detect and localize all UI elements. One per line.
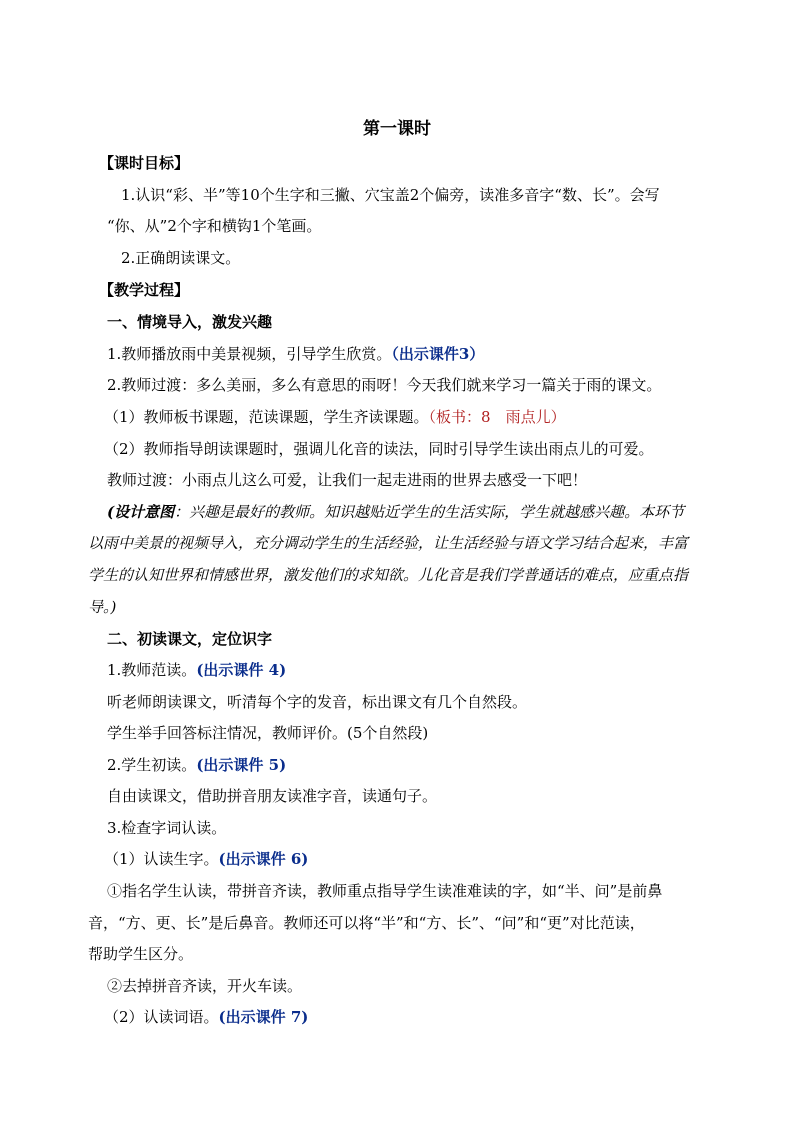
design-intent-line-4: 导。) — [88, 598, 117, 616]
section-2-paragraph-4 — [107, 754, 697, 776]
courseware-reference: (出示课件 4) — [196, 661, 287, 679]
courseware-reference: (出示课件 7) — [218, 1008, 309, 1026]
courseware-reference: (出示课件 5) — [196, 756, 287, 774]
section-1-paragraph-1 — [107, 343, 697, 365]
section-2-paragraph-1 — [107, 659, 697, 681]
goal-item-2: 2.正确朗读课文。 — [121, 249, 241, 267]
section-2-paragraph-8-line-3: 帮助学生区分。 — [88, 945, 194, 963]
section-1-heading: 一、情境导入，激发兴趣 — [107, 313, 273, 331]
section-1-paragraph-5: 教师过渡：小雨点儿这么可爱，让我们一起走进雨的世界去感受一下吧！ — [107, 471, 588, 489]
section-2-paragraph-6: 3.检查字词认读。 — [107, 819, 227, 837]
section-1-paragraph-4: （2）教师指导朗读课题时，强调儿化音的读法，同时引导学生读出雨点儿的可爱。 — [104, 440, 654, 458]
design-intent-line-1 — [107, 501, 697, 523]
paragraph-text: （1）教师板书课题，范读课题，学生齐读课题。 — [104, 408, 429, 426]
process-heading: 【教学过程】 — [99, 281, 190, 299]
section-2-paragraph-3: 学生举手回答标注情况，教师评价。(5个自然段) — [107, 724, 429, 742]
paragraph-text: 1.教师播放雨中美景视频，引导学生欣赏。 — [107, 345, 392, 363]
design-intent-text: ：兴趣是最好的教师。知识越贴近学生的生活实际，学生就越感兴趣。本环节 — [174, 503, 685, 521]
paragraph-text: 1.教师范读。 — [107, 661, 197, 679]
goal-item-1-line-1: 1.认识“彩、半”等10个生字和三撇、穴宝盖2个偏旁，读准多音字“数、长”。会写 — [121, 186, 660, 204]
section-2-paragraph-8-line-1: ①指名学生认读，带拼音齐读，教师重点指导学生读准难读的字，如“半、问”是前鼻 — [107, 882, 663, 900]
paragraph-text: （1）认读生字。 — [104, 850, 219, 868]
design-intent-label: (设计意图 — [107, 503, 175, 521]
paragraph-text: 2.学生初读。 — [107, 756, 197, 774]
goal-heading: 【课时目标】 — [99, 154, 190, 172]
courseware-reference: （出示课件3） — [391, 345, 485, 363]
section-2-paragraph-5: 自由读课文，借助拼音朋友读准字音，读通句子。 — [107, 787, 438, 805]
section-1-paragraph-2: 2.教师过渡：多么美丽，多么有意思的雨呀！今天我们就来学习一篇关于雨的课文。 — [107, 376, 662, 394]
design-intent-line-2: 以雨中美景的视频导入，充分调动学生的生活经验，让生活经验与语文学习结合起来，丰富 — [88, 534, 689, 552]
section-2-paragraph-8-line-2: 音，“方、更、长”是后鼻音。教师还可以将“半”和“方、长”、“问”和“更”对比范读， — [88, 914, 645, 932]
page-title: 第一课时 — [363, 119, 431, 139]
section-2-paragraph-7 — [104, 848, 694, 870]
blackboard-reference: （板书：8 雨点儿） — [428, 408, 566, 426]
design-intent-line-3: 学生的认知世界和情感世界，激发他们的求知欲。儿化音是我们学普通话的难点，应重点指 — [88, 566, 689, 584]
goal-item-1-line-2: “你、从”2个字和横钩1个笔画。 — [107, 217, 322, 235]
courseware-reference: (出示课件 6) — [218, 850, 309, 868]
section-2-paragraph-2: 听老师朗读课文，听清每个字的发音，标出课文有几个自然段。 — [107, 693, 528, 711]
section-2-heading: 二、初读课文，定位识字 — [107, 630, 273, 648]
paragraph-text: （2）认读词语。 — [104, 1008, 219, 1026]
section-2-paragraph-10 — [104, 1006, 694, 1028]
section-2-paragraph-9: ②去掉拼音齐读，开火车读。 — [107, 977, 303, 995]
section-1-paragraph-3 — [104, 406, 694, 428]
